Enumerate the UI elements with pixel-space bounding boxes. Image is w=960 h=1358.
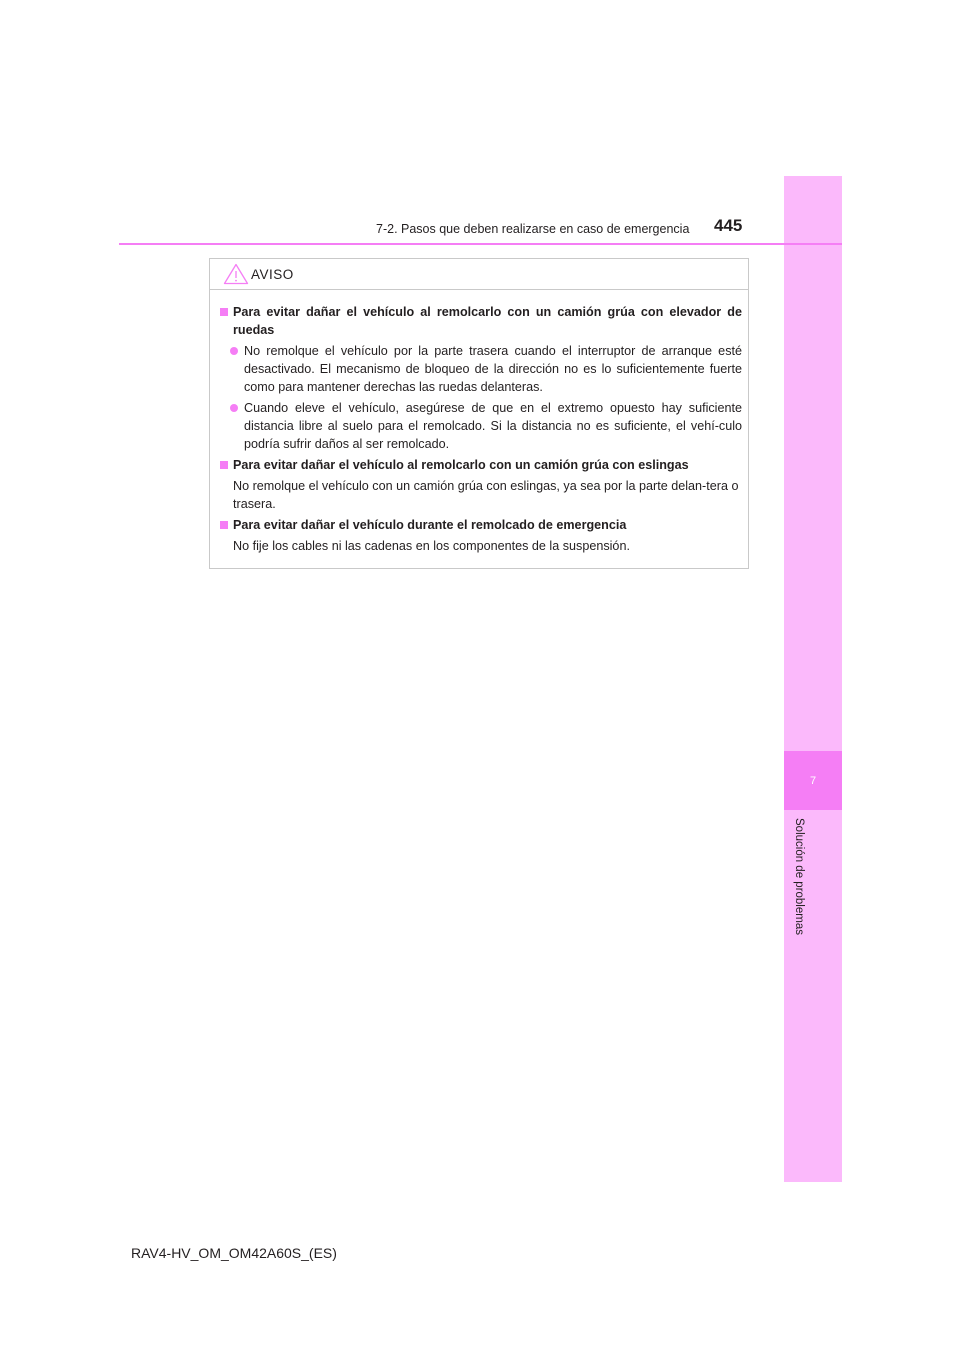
document-code: RAV4-HV_OM_OM42A60S_(ES) — [131, 1245, 337, 1261]
warning-header — [210, 259, 748, 290]
list-item: No remolque el vehículo por la parte trasera cuando el interruptor de arranque esté desactivado. El mecanismo de bloqueo de la dirección no es lo suficientemente fuerte como para mantener derechas las ruedas delanteras. — [217, 342, 742, 396]
square-bullet-icon — [220, 461, 228, 469]
warning-box — [209, 258, 749, 569]
warning-triangle-icon — [223, 263, 249, 285]
section-text: No fije los cables ni las cadenas en los componentes de la suspensión. — [233, 539, 630, 553]
chapter-title: Solución de problemas — [793, 818, 805, 935]
section-heading: Para evitar dañar el vehículo al remolcarlo con un camión grúa con elevador de ruedas — [217, 303, 742, 339]
header-divider — [119, 243, 842, 245]
section-heading: Para evitar dañar el vehículo al remolcarlo con un camión grúa con eslingas — [217, 456, 742, 474]
square-bullet-icon — [220, 308, 228, 316]
square-bullet-icon — [220, 521, 228, 529]
warning-body — [210, 290, 748, 555]
chapter-number: 7 — [784, 751, 842, 810]
section-header: 7-2. Pasos que deben realizarse en caso de emergencia — [376, 222, 690, 236]
section-heading: Para evitar dañar el vehículo durante el remolcado de emergencia — [217, 516, 742, 534]
list-item: Cuando eleve el vehículo, asegúrese de que en el extremo opuesto hay suficiente distancia libre al suelo para el remolcado. Si la distancia no es suficiente, el vehí-culo podría sufrir daños al ser remolcado. — [217, 399, 742, 453]
warning-title: AVISO — [251, 266, 294, 282]
chapter-side-tab — [784, 176, 842, 1182]
section-text: No remolque el vehículo con un camión grúa con eslingas, ya sea por la parte delan-tera o trasera. — [233, 479, 739, 511]
round-bullet-icon — [230, 404, 238, 412]
page-number: 445 — [714, 216, 743, 235]
round-bullet-icon — [230, 347, 238, 355]
